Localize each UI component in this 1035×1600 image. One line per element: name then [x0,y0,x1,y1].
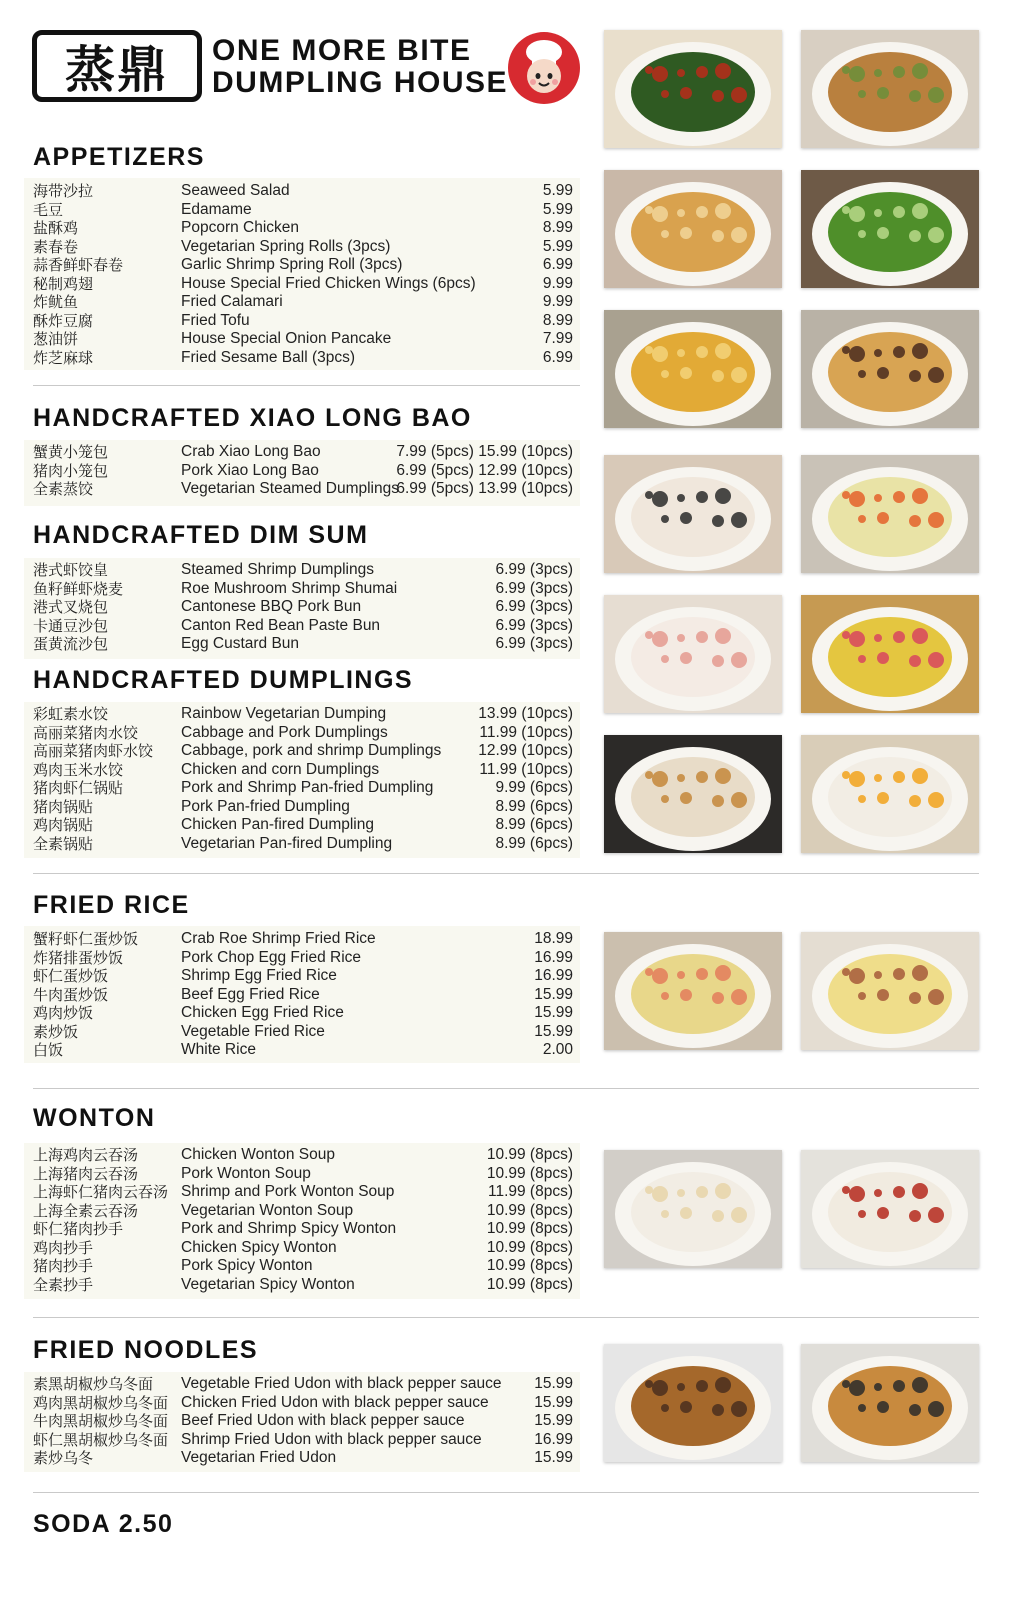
menu-item-chinese-name: 全素抄手 [33,1275,94,1294]
menu-item [33,617,573,636]
menu-item-price: 15.99 [534,1375,573,1392]
menu-item [33,724,573,743]
menu-item-price: 10.99 (8pcs) [486,1220,573,1237]
spring-rolls-photo [604,170,782,288]
menu-item-english-name: Shrimp and Pork Wonton Soup [181,1183,395,1200]
menu-item-english-name: Shrimp Egg Fried Rice [181,967,337,984]
menu-item [33,219,573,238]
menu-item-price: 11.99 (8pcs) [487,1183,573,1200]
menu-item-price: 15.99 [534,1412,573,1429]
section-title-appetizers: APPETIZERS [33,143,205,171]
menu-item-chinese-name: 白饭 [33,1041,64,1059]
menu-item-chinese-name: 猪肉锅贴 [33,797,94,816]
menu-item-chinese-name: 上海猪肉云吞汤 [33,1164,139,1183]
soda-price: SODA 2.50 [33,1510,174,1538]
menu-item-english-name: Shrimp Fried Udon with black pepper sauce [181,1430,482,1448]
menu-item-price: 13.99 (10pcs) [478,705,573,722]
menu-item [33,1220,573,1239]
menu-item-english-name: Vegetarian Pan-fired Dumpling [181,834,393,852]
menu-item-chinese-name: 全素锅贴 [33,834,94,853]
menu-item [33,349,573,368]
popcorn-chicken-photo [801,30,979,148]
menu-item-english-name: Pork Pan-fried Dumpling [181,797,350,815]
menu-item-chinese-name: 秘制鸡翅 [33,274,94,293]
menu-item-chinese-name: 猪肉虾仁锅贴 [33,779,124,797]
menu-item [33,1004,573,1023]
menu-item-price: 5.99 [542,200,573,218]
menu-item-english-name: Cabbage, pork and shrimp Dumplings [181,742,442,759]
menu-item-english-name: Cantonese BBQ Pork Bun [181,598,362,615]
menu-item-chinese-name: 素炒乌冬 [33,1449,94,1467]
menu-item-price: 15.99 [534,1004,573,1021]
menu-item-price: 15.99 [534,1449,573,1466]
menu-item-chinese-name: 牛肉蛋炒饭 [33,985,109,1004]
menu-item-english-name: Pork Wonton Soup [181,1164,311,1182]
menu-item-chinese-name: 上海鸡肉云吞汤 [33,1146,139,1164]
menu-item-chinese-name: 鸡肉锅贴 [33,816,94,834]
menu-item-price: 15.99 [534,1022,573,1040]
menu-item-price: 9.99 (6pcs) [495,779,573,796]
section-title-wonton: WONTON [33,1104,156,1132]
menu-item [33,1257,573,1276]
menu-item [33,1239,573,1258]
menu-item-chinese-name: 海带沙拉 [33,182,94,200]
menu-item-chinese-name: 炸猪排蛋炒饭 [33,948,124,967]
menu-item [33,1412,573,1431]
xiao-long-bao-photo [604,455,782,573]
shrimp-dumplings-photo [604,595,782,713]
menu-item-price: 10.99 (8pcs) [486,1201,573,1219]
menu-item-chinese-name: 鱼籽鲜虾烧麦 [33,579,124,598]
menu-item [33,443,573,462]
menu-item [33,480,573,499]
menu-item-chinese-name: 素黑胡椒炒乌冬面 [33,1375,154,1393]
menu-item [33,835,573,854]
section-title-dim-sum: HANDCRAFTED DIM SUM [33,521,369,549]
divider [33,385,580,386]
menu-item [33,1165,573,1184]
menu-item [33,761,573,780]
menu-item-chinese-name: 虾仁猪肉抄手 [33,1220,124,1238]
pan-fried-dumplings-photo [604,735,782,853]
menu-item-price: 6.99 [542,348,573,366]
menu-item-chinese-name: 葱油饼 [33,330,79,348]
menu-item-price: 7.99 (5pcs) 15.99 (10pcs) [396,443,573,460]
menu-item-chinese-name: 鸡肉炒饭 [33,1004,94,1022]
menu-item-price: 6.99 (3pcs) [495,579,573,597]
menu-item [33,275,573,294]
menu-item-english-name: Vegetarian Steamed Dumplings [181,480,399,497]
menu-item-english-name: Egg Custard Bun [181,635,300,652]
divider [33,1492,979,1493]
menu-item-chinese-name: 鸡肉玉米水饺 [33,760,124,779]
rainbow-dumplings-photo [801,595,979,713]
menu-item-chinese-name: 上海虾仁猪肉云吞汤 [33,1183,169,1201]
menu-item-price: 6.99 (3pcs) [495,616,573,634]
menu-item-price: 8.99 (6pcs) [495,834,573,852]
shrimp-fried-rice-photo [604,932,782,1050]
restaurant-name [212,35,508,99]
menu-item-english-name: Fried Sesame Ball (3pcs) [181,348,356,366]
menu-item-price: 6.99 (3pcs) [495,598,573,615]
menu-item-price: 8.99 (6pcs) [495,816,573,833]
wonton-list [33,1146,573,1294]
menu-item-english-name: Popcorn Chicken [181,219,300,236]
menu-item-price: 5.99 [542,237,573,255]
menu-item-price: 15.99 [534,1393,573,1411]
menu-item-price: 6.99 (3pcs) [495,635,573,652]
menu-item [33,580,573,599]
menu-item-english-name: Steamed Shrimp Dumplings [181,561,374,578]
xiao-long-bao-list [33,443,573,499]
menu-item-chinese-name: 虾仁黑胡椒炒乌冬面 [33,1430,169,1449]
dumplings-list [33,705,573,853]
menu-item-chinese-name: 盐酥鸡 [33,219,79,237]
menu-item-price: 12.99 (10pcs) [478,742,573,759]
menu-item [33,705,573,724]
menu-item [33,949,573,968]
menu-item-english-name: Rainbow Vegetarian Dumping [181,705,387,722]
menu-item-chinese-name: 蟹黄小笼包 [33,443,109,461]
menu-item-chinese-name: 高丽菜猪肉水饺 [33,723,139,742]
menu-item [33,742,573,761]
menu-item [33,1375,573,1394]
menu-item-english-name: Vegetable Fried Rice [181,1022,325,1040]
menu-item [33,986,573,1005]
menu-item [33,598,573,617]
menu-item-english-name: Chicken Egg Fried Rice [181,1004,344,1021]
menu-item-english-name: Vegetarian Wonton Soup [181,1201,354,1219]
chef-mascot-icon [508,32,580,104]
pork-chop-rice-photo [801,932,979,1050]
section-title-fried-rice: FRIED RICE [33,891,190,919]
menu-item-chinese-name: 港式叉烧包 [33,598,109,616]
menu-item [33,779,573,798]
menu-item-chinese-name: 港式虾饺皇 [33,561,109,579]
menu-item [33,201,573,220]
section-title-xiao-long-bao: HANDCRAFTED XIAO LONG BAO [33,404,472,432]
menu-item-english-name: Fried Calamari [181,293,283,310]
divider [33,1317,979,1318]
menu-item [33,1041,573,1060]
menu-item-price: 6.99 (5pcs) 13.99 (10pcs) [396,480,573,497]
menu-item-price: 15.99 [534,985,573,1003]
menu-item-price: 8.99 [542,311,573,329]
menu-item-english-name: Beef Egg Fried Rice [181,985,320,1003]
menu-item-english-name: Pork Xiao Long Bao [181,461,319,479]
dim-sum-list [33,561,573,654]
menu-item-english-name: Pork and Shrimp Spicy Wonton [181,1220,397,1237]
menu-item-english-name: Chicken and corn Dumplings [181,760,380,778]
menu-item [33,238,573,257]
menu-item-english-name: Vegetarian Fried Udon [181,1449,337,1466]
menu-item [33,1146,573,1165]
menu-item-price: 8.99 [542,219,573,236]
menu-item-chinese-name: 虾仁蛋炒饭 [33,967,109,985]
divider [33,873,979,874]
menu-item-price: 9.99 [542,274,573,292]
udon-chopsticks-photo [801,1344,979,1462]
wonton-soup-photo [604,1150,782,1268]
menu-item-english-name: White Rice [181,1041,256,1058]
menu-item-english-name: Garlic Shrimp Spring Roll (3pcs) [181,256,403,273]
menu-item-chinese-name: 蛋黄流沙包 [33,635,109,653]
menu-item [33,816,573,835]
shumai-photo [801,455,979,573]
menu-item-english-name: Crab Xiao Long Bao [181,443,321,460]
menu-item-english-name: Roe Mushroom Shrimp Shumai [181,579,398,597]
menu-item-english-name: Fried Tofu [181,311,250,329]
menu-item-price: 11.99 (10pcs) [479,723,573,741]
menu-item-english-name: Vegetable Fried Udon with black pepper sauce [181,1375,502,1392]
fried-noodles-list [33,1375,573,1468]
udon-plate-photo [604,1344,782,1462]
menu-item-price: 10.99 (8pcs) [486,1275,573,1293]
section-title-fried-noodles: FRIED NOODLES [33,1336,259,1364]
menu-item-price: 10.99 (8pcs) [486,1257,573,1274]
edamame-photo [801,170,979,288]
menu-item [33,1276,573,1295]
menu-item-english-name: Vegetarian Spring Rolls (3pcs) [181,237,391,255]
menu-item-price: 6.99 (5pcs) 12.99 (10pcs) [396,461,573,479]
menu-item-english-name: Crab Roe Shrimp Fried Rice [181,930,376,947]
menu-item-chinese-name: 卡通豆沙包 [33,616,109,635]
restaurant-name-line2: DUMPLING HOUSE [212,66,509,99]
menu-item [33,635,573,654]
menu-item [33,293,573,312]
appetizers-list [33,182,573,367]
menu-item [33,930,573,949]
menu-item-chinese-name: 素炒饭 [33,1022,79,1041]
menu-item-english-name: Cabbage and Pork Dumplings [181,723,388,741]
menu-item-english-name: Seaweed Salad [181,182,290,199]
menu-item [33,1202,573,1221]
restaurant-name-line1: ONE MORE BITE [212,34,472,67]
restaurant-header [32,30,592,108]
menu-item-chinese-name: 彩虹素水饺 [33,705,109,723]
menu-item-chinese-name: 全素蒸饺 [33,480,94,498]
menu-item [33,330,573,349]
menu-item-english-name: House Special Fried Chicken Wings (6pcs) [181,274,476,292]
divider [33,1088,979,1089]
menu-item-chinese-name: 猪肉小笼包 [33,461,109,480]
menu-item-chinese-name: 炸芝麻球 [33,348,94,367]
menu-item-chinese-name: 炸鱿鱼 [33,293,79,311]
menu-item-price: 6.99 (3pcs) [495,561,573,578]
menu-item-chinese-name: 高丽菜猪肉虾水饺 [33,742,154,760]
menu-item-price: 16.99 [534,1430,573,1448]
menu-item [33,1023,573,1042]
menu-item-english-name: Vegetarian Spicy Wonton [181,1275,355,1293]
menu-item-chinese-name: 牛肉黑胡椒炒乌冬面 [33,1412,169,1430]
menu-item [33,182,573,201]
menu-item [33,798,573,817]
menu-item-chinese-name: 蟹籽虾仁蛋炒饭 [33,930,139,948]
menu-item-price: 11.99 (10pcs) [479,760,573,778]
spicy-wonton-photo [801,1150,979,1268]
menu-item [33,1431,573,1450]
menu-item-chinese-name: 上海全素云吞汤 [33,1201,139,1220]
menu-item-chinese-name: 酥炸豆腐 [33,311,94,330]
menu-item-price: 7.99 [542,330,573,347]
menu-item-english-name: Chicken Fried Udon with black pepper sauce [181,1393,489,1411]
menu-item-price: 10.99 (8pcs) [486,1164,573,1182]
seaweed-salad-photo [604,30,782,148]
menu-item-chinese-name: 鸡肉抄手 [33,1238,94,1257]
custard-buns-photo [801,735,979,853]
menu-item [33,1183,573,1202]
fried-tofu-photo [604,310,782,428]
menu-item-chinese-name: 蒜香鲜虾春卷 [33,256,124,274]
menu-item-price: 6.99 [542,256,573,273]
menu-item-english-name: Pork Spicy Wonton [181,1257,313,1274]
menu-item-chinese-name: 猪肉抄手 [33,1257,94,1275]
menu-item [33,1449,573,1468]
menu-item-english-name: Pork and Shrimp Pan-fried Dumpling [181,779,434,796]
menu-item-price: 10.99 (8pcs) [486,1146,573,1163]
menu-item-english-name: Chicken Spicy Wonton [181,1238,337,1256]
menu-item-price: 8.99 (6pcs) [495,797,573,815]
menu-item-english-name: Edamame [181,200,252,218]
menu-item-price: 18.99 [534,930,573,947]
menu-item-price: 16.99 [534,967,573,984]
fried-rice-list [33,930,573,1060]
menu-item-price: 16.99 [534,948,573,966]
menu-item [33,312,573,331]
menu-item-chinese-name: 鸡肉黑胡椒炒乌冬面 [33,1393,169,1412]
menu-item-english-name: Chicken Wonton Soup [181,1146,335,1163]
menu-item-chinese-name: 毛豆 [33,200,64,219]
menu-item [33,256,573,275]
sesame-balls-photo [801,310,979,428]
menu-item [33,462,573,481]
menu-item [33,561,573,580]
menu-item-english-name: House Special Onion Pancake [181,330,392,347]
menu-item-english-name: Chicken Pan-fired Dumpling [181,816,374,833]
menu-item-price: 9.99 [542,293,573,310]
menu-item-price: 2.00 [542,1041,573,1058]
menu-item-price: 5.99 [542,182,573,199]
menu-item-english-name: Pork Chop Egg Fried Rice [181,948,362,966]
menu-item-english-name: Beef Fried Udon with black pepper sauce [181,1412,465,1429]
section-title-dumplings: HANDCRAFTED DUMPLINGS [33,666,414,694]
menu-item [33,967,573,986]
chinese-logo: 蒸鼎 [32,30,202,102]
menu-item-english-name: Canton Red Bean Paste Bun [181,616,381,634]
menu-item [33,1394,573,1413]
menu-item-price: 10.99 (8pcs) [486,1238,573,1256]
menu-item-chinese-name: 素春卷 [33,237,79,256]
